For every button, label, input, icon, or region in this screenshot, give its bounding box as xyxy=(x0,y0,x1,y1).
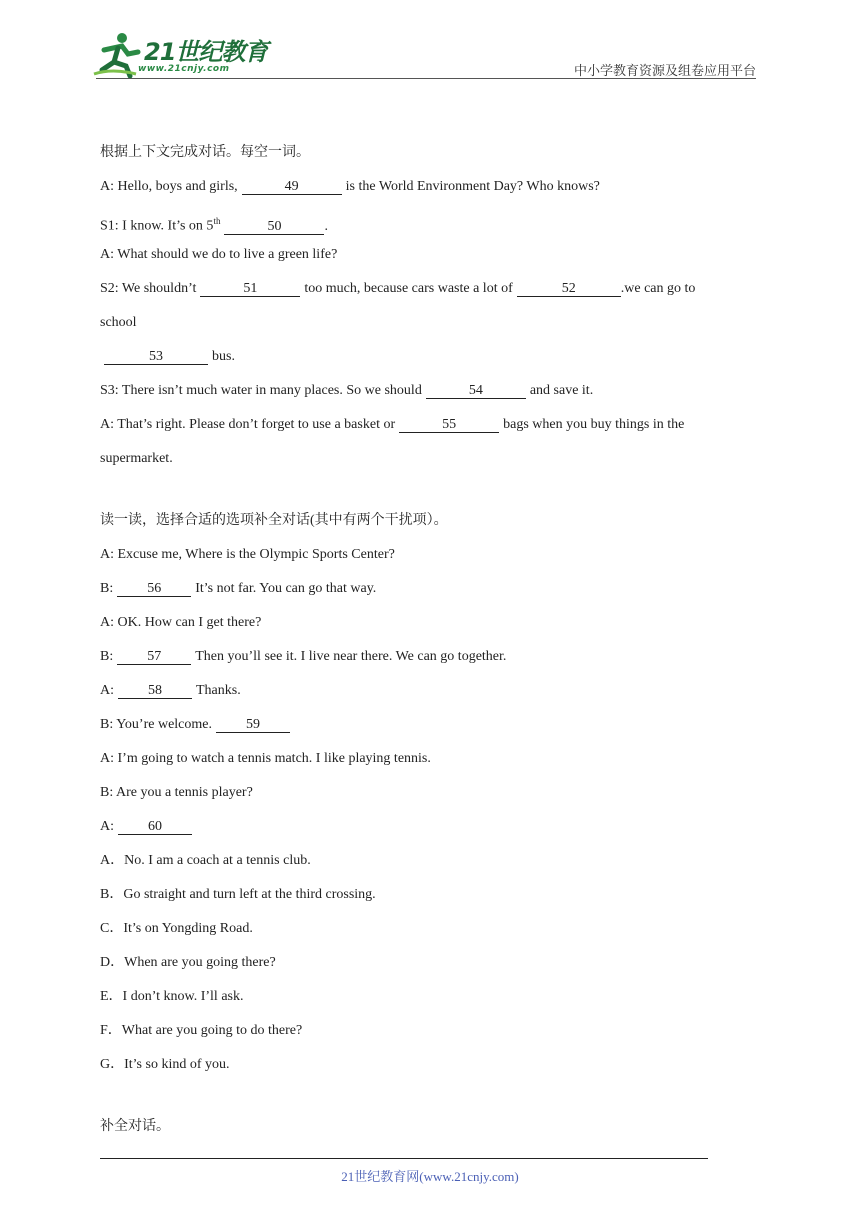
blank-58[interactable]: 58 xyxy=(118,684,192,699)
section3-instruction: 补全对话。 xyxy=(100,1119,170,1134)
dialog-line: S1: I know. It’s on 5th 50 . xyxy=(100,216,328,234)
option-item: D．When are you going there? xyxy=(100,955,276,970)
logo xyxy=(92,30,268,80)
dialog-line: A: 58 Thanks. xyxy=(100,683,241,698)
dialog-line: A: What should we do to live a green life? xyxy=(100,247,338,262)
platform-label: 中小学教育资源及组卷应用平台 xyxy=(573,63,756,78)
blank-56[interactable]: 56 xyxy=(117,582,191,597)
blank-52[interactable]: 52 xyxy=(517,282,621,297)
dialog-line: supermarket. xyxy=(100,451,173,466)
dialog-line: A: OK. How can I get there? xyxy=(100,615,262,630)
blank-54[interactable]: 54 xyxy=(426,384,526,399)
dialog-line: B: You’re welcome. 59 xyxy=(100,708,760,742)
logo-url: www.21cnjy.com xyxy=(138,64,230,74)
dialog-line: S2: We shouldn’t 51 too much, because cars waste a lot of 52 .we can go to xyxy=(100,281,696,296)
blank-49[interactable]: 49 xyxy=(242,180,342,195)
option-item: A．No. I am a coach at a tennis club. xyxy=(100,853,311,868)
page-content xyxy=(100,136,760,1144)
footer-text[interactable]: 21世纪教育网(www.21cnjy.com) xyxy=(341,1169,519,1184)
dialog-line: A: I’m going to watch a tennis match. I like playing tennis. xyxy=(100,751,431,766)
blank-55[interactable]: 55 xyxy=(399,418,499,433)
option-item: E．I don’t know. I’ll ask. xyxy=(100,989,244,1004)
dialog-line: B: 57 Then you’ll see it. I live near there. We can go together. xyxy=(100,649,507,664)
dialog-line: A: That’s right. Please don’t forget to use a basket or 55 bags when you buy things in the xyxy=(100,417,685,432)
dialog-line: A: 60 xyxy=(100,810,760,844)
blank-51[interactable]: 51 xyxy=(200,282,300,297)
option-item: B．Go straight and turn left at the third crossing. xyxy=(100,887,376,902)
option-item: C．It’s on Yongding Road. xyxy=(100,921,253,936)
dialog-line: S3: There isn’t much water in many places. So we should 54 and save it. xyxy=(100,383,594,398)
dialog-line: B: Are you a tennis player? xyxy=(100,785,253,800)
section1-instruction: 根据上下文完成对话。每空一词。 xyxy=(100,145,310,160)
section2-instruction: 读一读，选择合适的选项补全对话(其中有两个干扰项）。 xyxy=(100,513,448,528)
dialog-line: B: 56 It’s not far. You can go that way. xyxy=(100,581,377,596)
blank-57[interactable]: 57 xyxy=(117,650,191,665)
dialog-line: school xyxy=(100,315,137,330)
runner-icon xyxy=(92,30,142,78)
dialog-line: A: Hello, boys and girls, 49 is the World Environment Day? Who knows? xyxy=(100,179,600,194)
logo-text: 21世纪教育 xyxy=(144,38,268,66)
blank-60[interactable]: 60 xyxy=(118,820,192,835)
dialog-line: 53 bus. xyxy=(100,340,760,374)
option-item: G．It’s so kind of you. xyxy=(100,1057,230,1072)
blank-53[interactable]: 53 xyxy=(104,350,208,365)
page-header xyxy=(0,0,860,90)
footer-divider xyxy=(100,1158,708,1159)
header-divider xyxy=(96,78,756,79)
blank-59[interactable]: 59 xyxy=(216,718,290,733)
option-item: F．What are you going to do there? xyxy=(100,1023,303,1038)
blank-50[interactable]: 50 xyxy=(224,220,324,235)
dialog-line: A: Excuse me, Where is the Olympic Sports Center? xyxy=(100,547,395,562)
